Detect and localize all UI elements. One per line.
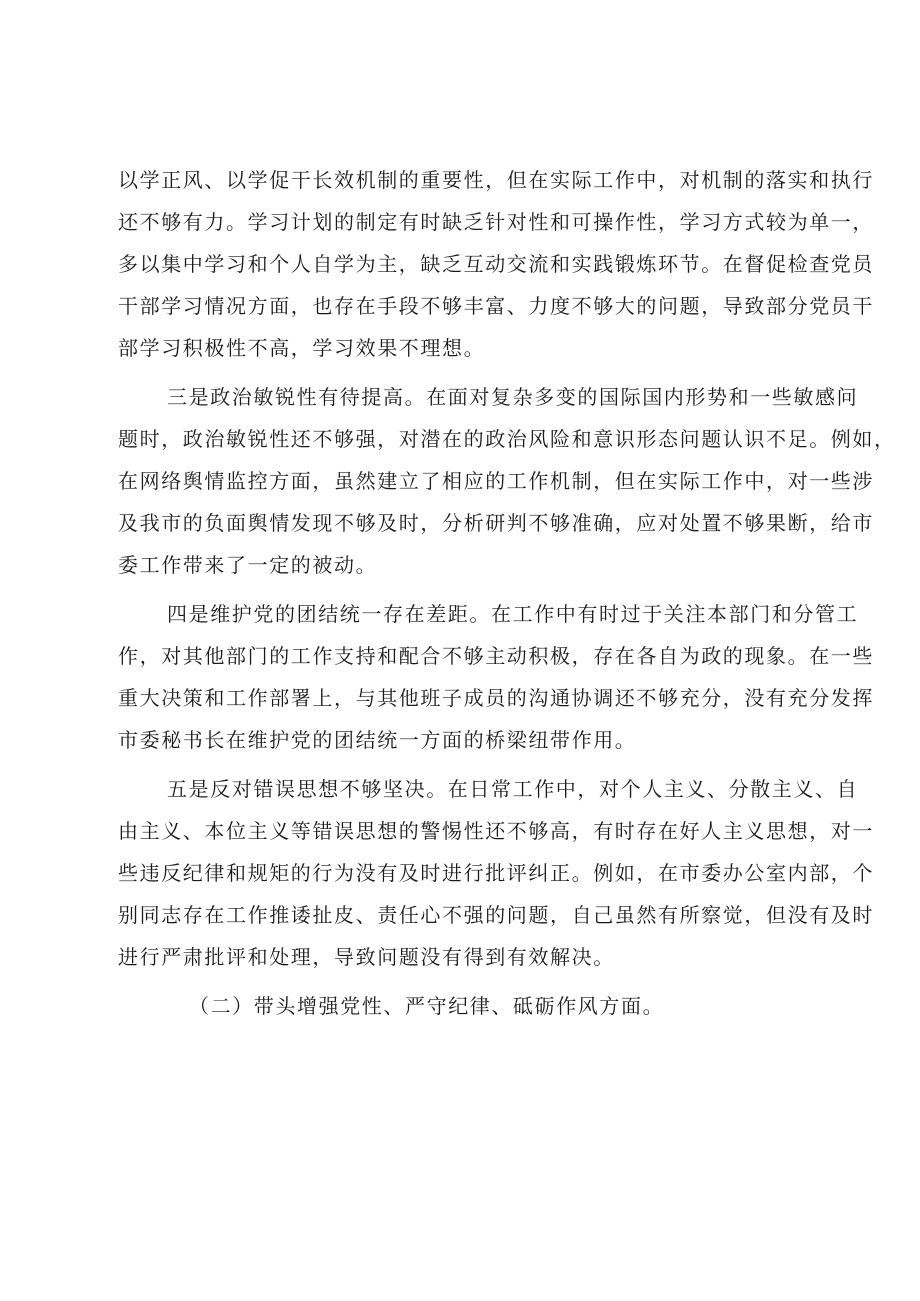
text-line: 以学正风、以学促干长效机制的重要性，但在实际工作中，对机制的落实和执行 — [118, 168, 874, 192]
text-line: 些违反纪律和规矩的行为没有及时进行批评纠正。例如，在市委办公室内部，个 — [118, 861, 874, 885]
text-line: 作，对其他部门的工作支持和配合不够主动积极，存在各自为政的现象。在一些 — [118, 644, 874, 668]
paragraph-4 — [118, 768, 874, 978]
document-body — [118, 159, 896, 1027]
text-line: 重大决策和工作部署上，与其他班子成员的沟通协调还不够充分，没有充分发挥 — [118, 686, 874, 710]
paragraph-2 — [118, 376, 896, 586]
text-line: 委工作带来了一定的被动。 — [118, 553, 378, 577]
text-line: 三是政治敏锐性有待提高。在面对复杂多变的国际国内形势和一些敏感问 — [167, 385, 859, 409]
text-line: 进行严肃批评和处理，导致问题没有得到有效解决。 — [118, 945, 615, 969]
text-line: 由主义、本位主义等错误思想的警惕性还不够高，有时存在好人主义思想，对一 — [118, 819, 874, 843]
text-line: 部学习积极性不高，学习效果不理想。 — [118, 336, 486, 360]
paragraph-1 — [118, 159, 874, 369]
text-line: 多以集中学习和个人自学为主，缺乏互动交流和实践锻炼环节。在督促检查党员 — [118, 252, 874, 276]
text-line: 及我市的负面舆情发现不够及时，分析研判不够准确，应对处置不够果断，给市 — [118, 511, 874, 535]
text-line: 还不够有力。学习计划的制定有时缺乏针对性和可操作性，学习方式较为单一， — [118, 210, 874, 234]
text-line: 五是反对错误思想不够坚决。在日常工作中，对个人主义、分散主义、自 — [167, 777, 859, 801]
text-line: 在网络舆情监控方面，虽然建立了相应的工作机制，但在实际工作中，对一些涉 — [118, 469, 874, 493]
text-line: 市委秘书长在维护党的团结统一方面的桥梁纽带作用。 — [118, 728, 637, 752]
text-line: 别同志存在工作推诿扯皮、责任心不强的问题，自己虽然有所察觉，但没有及时 — [118, 903, 874, 927]
text-line: 题时，政治敏锐性还不够强，对潜在的政治风险和意识形态问题认识不足。例如， — [118, 427, 896, 451]
text-line: 干部学习情况方面，也存在手段不够丰富、力度不够大的问题，导致部分党员干 — [118, 294, 874, 318]
text-line: 四是维护党的团结统一存在差距。在工作中有时过于关注本部门和分管工 — [167, 602, 859, 626]
paragraph-3 — [118, 593, 874, 761]
section-heading-text: （二）带头增强党性、严守纪律、砥砺作风方面。 — [189, 994, 665, 1018]
section-heading — [118, 985, 818, 1027]
